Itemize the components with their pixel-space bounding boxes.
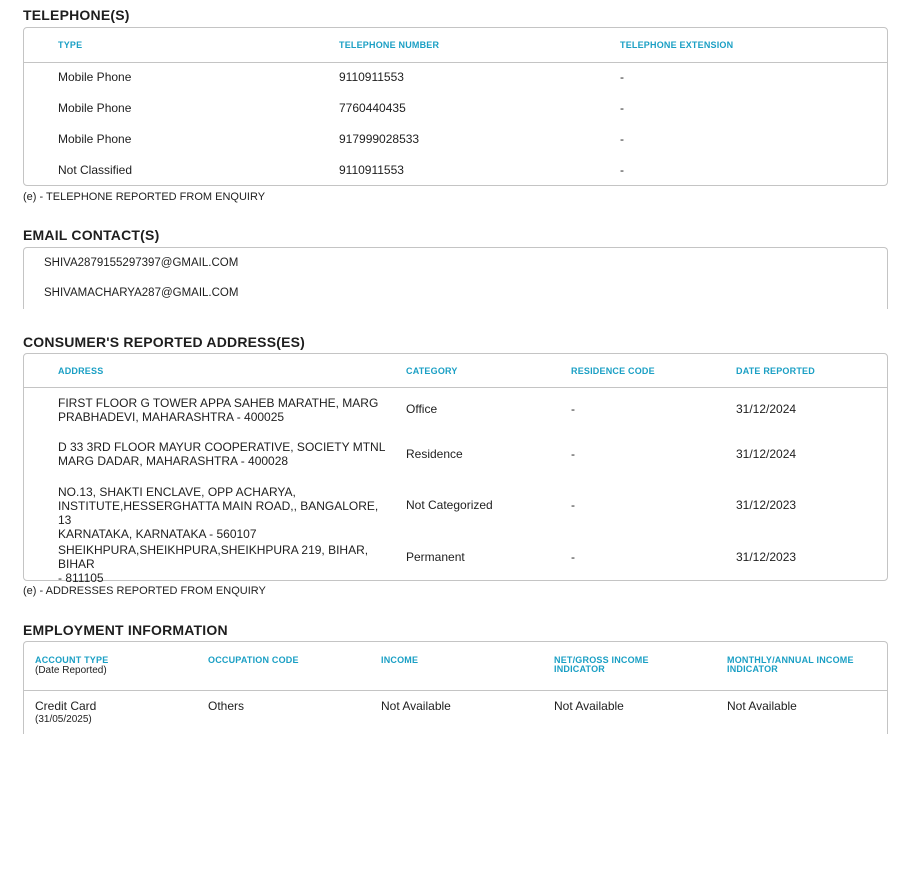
employment-occupation-code: Others [208,699,245,713]
header-telephone-number: TELEPHONE NUMBER [339,40,440,50]
address-date-reported: 31/12/2024 [736,447,797,461]
header-line: NET/GROSS INCOME [554,655,649,665]
email-item: SHIVA2879155297397@GMAIL.COM [44,257,239,269]
header-income: INCOME [381,655,419,665]
phone-number: 917999028533 [339,132,420,146]
phone-type: Mobile Phone [58,101,132,115]
phone-extension: - [620,70,624,84]
header-divider [24,387,887,388]
addresses-title: CONSUMER'S REPORTED ADDRESS(ES) [23,334,306,350]
phone-type: Not Classified [58,163,133,177]
phone-number: 9110911553 [339,163,404,177]
address-text [58,396,388,424]
header-residence-code: RESIDENCE CODE [571,366,655,376]
header-line: MONTHLY/ANNUAL INCOME [727,655,854,665]
header-telephone-extension: TELEPHONE EXTENSION [620,40,734,50]
address-category: Not Categorized [406,498,493,512]
employment-account-type [35,699,96,727]
phone-extension: - [620,163,624,177]
telephones-note: (e) - TELEPHONE REPORTED FROM ENQUIRY [23,191,266,203]
header-divider [24,62,887,63]
employment-table [23,641,888,734]
header-monthly-annual-indicator [727,656,854,674]
address-date-reported: 31/12/2023 [736,550,797,564]
header-occupation-code: OCCUPATION CODE [208,655,299,665]
account-type-value: Credit Card [35,699,97,713]
header-type: TYPE [58,40,83,50]
address-line: MARG DADAR, MAHARASHTRA - 400028 [58,454,289,468]
header-date-reported: DATE REPORTED [736,366,815,376]
address-line: PRABHADEVI, MAHARASHTRA - 400025 [58,410,285,424]
account-date-reported: (31/05/2025) [35,714,92,725]
address-line: SHEIKHPURA,SHEIKHPURA,SHEIKHPURA 219, BIHAR, BIHAR [58,543,369,571]
employment-monthly-annual: Not Available [727,699,797,713]
header-account-type-label: ACCOUNT TYPE [35,655,109,665]
addresses-note: (e) - ADDRESSES REPORTED FROM ENQUIRY [23,585,266,597]
address-text [58,543,388,585]
emails-title: EMAIL CONTACT(S) [23,227,160,243]
address-line: NO.13, SHAKTI ENCLAVE, OPP ACHARYA, [58,485,296,499]
address-date-reported: 31/12/2024 [736,402,797,416]
address-line: - 811105 [58,571,104,585]
address-line: D 33 3RD FLOOR MAYUR COOPERATIVE, SOCIETY MTNL [58,440,386,454]
header-divider [24,690,887,691]
address-text [58,440,388,468]
address-line: KARNATAKA, KARNATAKA - 560107 [58,527,257,541]
address-residence-code: - [571,447,575,461]
address-residence-code: - [571,498,575,512]
employment-income: Not Available [381,699,451,713]
email-item: SHIVAMACHARYA287@GMAIL.COM [44,287,239,299]
emails-box [23,247,888,309]
phone-extension: - [620,132,624,146]
address-residence-code: - [571,402,575,416]
address-category: Residence [406,447,463,461]
phone-extension: - [620,101,624,115]
employment-net-gross: Not Available [554,699,624,713]
addresses-table [23,353,888,585]
employment-title: EMPLOYMENT INFORMATION [23,622,228,638]
address-residence-code: - [571,550,575,564]
phone-type: Mobile Phone [58,70,132,84]
address-date-reported: 31/12/2023 [736,498,797,512]
header-net-gross-indicator [554,656,649,674]
phone-number: 9110911553 [339,70,404,84]
header-account-type [35,656,108,675]
address-line: FIRST FLOOR G TOWER APPA SAHEB MARATHE, MARG [58,396,379,410]
header-date-reported-sub: (Date Reported) [35,665,107,676]
address-text [58,485,388,541]
header-line: INDICATOR [554,664,605,674]
address-line: INSTITUTE,HESSERGHATTA MAIN ROAD,, BANGALORE, 13 [58,499,379,527]
phone-type: Mobile Phone [58,132,132,146]
address-category: Office [406,402,438,416]
header-category: CATEGORY [406,366,458,376]
telephones-table [23,27,888,186]
address-category: Permanent [406,550,465,564]
header-address: ADDRESS [58,366,104,376]
phone-number: 7760440435 [339,101,406,115]
header-line: INDICATOR [727,664,778,674]
telephones-title: TELEPHONE(S) [23,7,130,23]
